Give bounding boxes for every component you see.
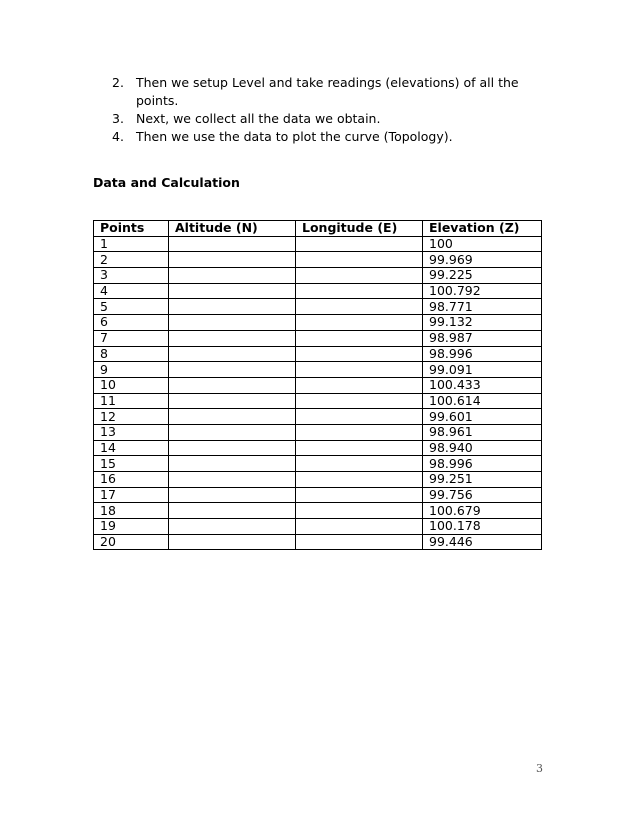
cell-elevation: 99.446 <box>423 534 542 550</box>
procedure-step <box>112 128 552 146</box>
cell-elevation: 100.614 <box>423 393 542 409</box>
cell-elevation: 100.679 <box>423 503 542 519</box>
table-row <box>94 236 542 252</box>
cell-elevation: 99.601 <box>423 409 542 425</box>
section-heading: Data and Calculation <box>93 175 240 190</box>
cell-altitude <box>169 283 296 299</box>
table-row <box>94 268 542 284</box>
cell-altitude <box>169 268 296 284</box>
table-row <box>94 362 542 378</box>
table-row <box>94 519 542 535</box>
cell-point: 15 <box>94 456 169 472</box>
cell-elevation: 98.996 <box>423 456 542 472</box>
table-row <box>94 503 542 519</box>
table-row <box>94 456 542 472</box>
cell-elevation: 100.178 <box>423 519 542 535</box>
cell-altitude <box>169 330 296 346</box>
step-text: Next, we collect all the data we obtain. <box>136 111 381 126</box>
table-row <box>94 534 542 550</box>
cell-point: 18 <box>94 503 169 519</box>
cell-point: 9 <box>94 362 169 378</box>
table-row <box>94 283 542 299</box>
cell-longitude <box>296 487 423 503</box>
procedure-step <box>112 74 552 110</box>
step-number: 3. <box>112 111 124 126</box>
cell-longitude <box>296 503 423 519</box>
cell-point: 7 <box>94 330 169 346</box>
cell-point: 13 <box>94 424 169 440</box>
cell-longitude <box>296 472 423 488</box>
cell-point: 10 <box>94 377 169 393</box>
cell-point: 19 <box>94 519 169 535</box>
cell-altitude <box>169 440 296 456</box>
header-points: Points <box>94 221 169 237</box>
cell-point: 20 <box>94 534 169 550</box>
cell-longitude <box>296 456 423 472</box>
table-row <box>94 472 542 488</box>
cell-altitude <box>169 519 296 535</box>
cell-longitude <box>296 283 423 299</box>
cell-longitude <box>296 299 423 315</box>
cell-altitude <box>169 346 296 362</box>
cell-elevation: 99.132 <box>423 315 542 331</box>
table-header-row <box>94 221 542 237</box>
cell-altitude <box>169 236 296 252</box>
cell-altitude <box>169 393 296 409</box>
table-row <box>94 409 542 425</box>
table-row <box>94 315 542 331</box>
cell-point: 16 <box>94 472 169 488</box>
cell-elevation: 99.091 <box>423 362 542 378</box>
cell-elevation: 98.961 <box>423 424 542 440</box>
cell-point: 4 <box>94 283 169 299</box>
cell-altitude <box>169 299 296 315</box>
table-row <box>94 330 542 346</box>
table-row <box>94 377 542 393</box>
cell-altitude <box>169 252 296 268</box>
cell-longitude <box>296 236 423 252</box>
cell-elevation: 100.433 <box>423 377 542 393</box>
cell-longitude <box>296 315 423 331</box>
table-row <box>94 487 542 503</box>
cell-altitude <box>169 456 296 472</box>
cell-altitude <box>169 315 296 331</box>
cell-point: 5 <box>94 299 169 315</box>
table-row <box>94 393 542 409</box>
cell-longitude <box>296 409 423 425</box>
cell-longitude <box>296 534 423 550</box>
step-number: 2. <box>112 75 124 90</box>
cell-elevation: 98.771 <box>423 299 542 315</box>
table-row <box>94 346 542 362</box>
table-body <box>94 236 542 550</box>
cell-point: 1 <box>94 236 169 252</box>
cell-point: 8 <box>94 346 169 362</box>
cell-elevation: 99.251 <box>423 472 542 488</box>
table-row <box>94 252 542 268</box>
cell-altitude <box>169 534 296 550</box>
cell-elevation: 98.987 <box>423 330 542 346</box>
header-longitude: Longitude (E) <box>296 221 423 237</box>
cell-elevation: 98.940 <box>423 440 542 456</box>
cell-altitude <box>169 503 296 519</box>
cell-point: 3 <box>94 268 169 284</box>
cell-altitude <box>169 409 296 425</box>
cell-longitude <box>296 346 423 362</box>
header-altitude: Altitude (N) <box>169 221 296 237</box>
cell-longitude <box>296 440 423 456</box>
procedure-step <box>112 110 552 128</box>
cell-longitude <box>296 268 423 284</box>
elevation-data-table <box>93 220 542 550</box>
cell-elevation: 100 <box>423 236 542 252</box>
cell-point: 12 <box>94 409 169 425</box>
procedure-steps-list <box>112 74 552 146</box>
cell-longitude <box>296 424 423 440</box>
table-row <box>94 299 542 315</box>
cell-elevation: 100.792 <box>423 283 542 299</box>
cell-longitude <box>296 377 423 393</box>
cell-altitude <box>169 487 296 503</box>
cell-point: 6 <box>94 315 169 331</box>
cell-elevation: 99.225 <box>423 268 542 284</box>
header-elevation: Elevation (Z) <box>423 221 542 237</box>
cell-longitude <box>296 362 423 378</box>
cell-point: 11 <box>94 393 169 409</box>
cell-altitude <box>169 362 296 378</box>
cell-altitude <box>169 472 296 488</box>
cell-point: 14 <box>94 440 169 456</box>
cell-elevation: 99.969 <box>423 252 542 268</box>
cell-longitude <box>296 393 423 409</box>
cell-elevation: 98.996 <box>423 346 542 362</box>
table-row <box>94 440 542 456</box>
cell-longitude <box>296 252 423 268</box>
cell-longitude <box>296 330 423 346</box>
cell-elevation: 99.756 <box>423 487 542 503</box>
table-row <box>94 424 542 440</box>
step-text: Then we setup Level and take readings (elevations) of all the points. <box>136 75 519 108</box>
step-text: Then we use the data to plot the curve (Topology). <box>136 129 453 144</box>
cell-altitude <box>169 377 296 393</box>
cell-point: 17 <box>94 487 169 503</box>
step-number: 4. <box>112 129 124 144</box>
cell-longitude <box>296 519 423 535</box>
cell-point: 2 <box>94 252 169 268</box>
page-number: 3 <box>536 762 543 775</box>
cell-altitude <box>169 424 296 440</box>
